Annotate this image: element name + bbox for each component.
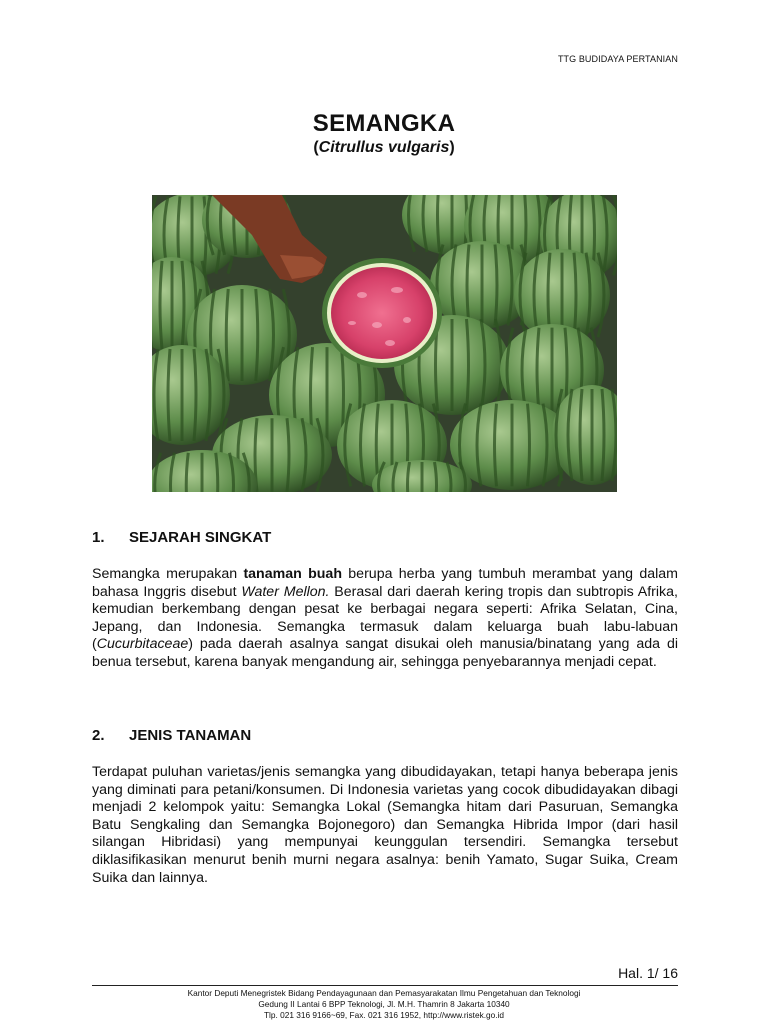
subtitle-latin-name: Citrullus vulgaris (318, 139, 450, 156)
header-tag: TTG BUDIDAYA PERTANIAN (557, 54, 678, 64)
page-number: Hal. 1/ 16 (618, 965, 678, 981)
body-italic: Cucurbitaceae (96, 636, 189, 653)
body-text: Berasal dari daerah kering tropis dan subtropis Afrika, kemudian berkembang dengan pesat ke berbagai negara seperti: Afrika Selatan, Cina, Jepang, dan Indonesia. Semangka termasuk dalam keluarga buah labu-labuan ( (92, 583, 678, 653)
footer (0, 988, 768, 1021)
subtitle-open-paren: ( (313, 139, 319, 156)
body-italic: Water Mellon. (241, 583, 330, 600)
section-heading-sejarah (92, 529, 271, 546)
subtitle-close-paren: ) (449, 139, 455, 156)
section-number: 2. (92, 727, 105, 744)
footer-line: Tlp. 021 316 9166~69, Fax. 021 316 1952, http://www.ristek.go.id (263, 1010, 505, 1020)
section-title: SEJARAH SINGKAT (129, 529, 272, 546)
body-text: ) pada daerah asalnya sangat disukai oleh manusia/binatang yang ada di benua tersebut, karena banyak mengandung air, sehingga penyebarannya menjadi cepat. (92, 636, 678, 670)
watermelon-photo (152, 195, 617, 492)
body-text: berupa herba yang tumbuh merambat yang dalam bahasa Inggris disebut (92, 566, 678, 600)
footer-divider (92, 985, 678, 986)
body-emphasis: tanaman buah (243, 566, 342, 582)
page-title: SEMANGKA (312, 110, 456, 137)
footer-line: Gedung II Lantai 6 BPP Teknologi, Jl. M.H. Thamrin 8 Jakarta 10340 (258, 999, 510, 1009)
page-subtitle (0, 139, 768, 157)
section-body-sejarah (92, 566, 678, 672)
section-heading-jenis (92, 727, 251, 744)
section-title: JENIS TANAMAN (129, 727, 252, 744)
footer-line: Kantor Deputi Menegristek Bidang Pendayagunaan dan Pemasyarakatan Ilmu Pengetahuan dan Teknologi (187, 988, 581, 998)
body-text: Semangka merupakan (92, 566, 244, 582)
section-number: 1. (92, 529, 105, 546)
section-body-jenis: Terdapat puluhan varietas/jenis semangka yang dibudidayakan, tetapi hanya beberapa jenis yang diminati para petani/konsumen. Di Indonesia varietas yang cocok dibudidayakan dibagi menjadi 2 kelompok yaitu: Semangka Lokal (Semangka hitam dari Pasuruan, Semangka Batu Sengkaling dan Semangka Bojonegoro) dan Semangka Hibrida Impor (dari hasil silangan Hibridasi) yang mempunyai keunggulan tersendiri. Semangka tersebut diklasifikasikan menurut benih murni negara asalnya: benih Yamato, Sugar Suika, Cream Suika dan lainnya. (92, 764, 678, 886)
